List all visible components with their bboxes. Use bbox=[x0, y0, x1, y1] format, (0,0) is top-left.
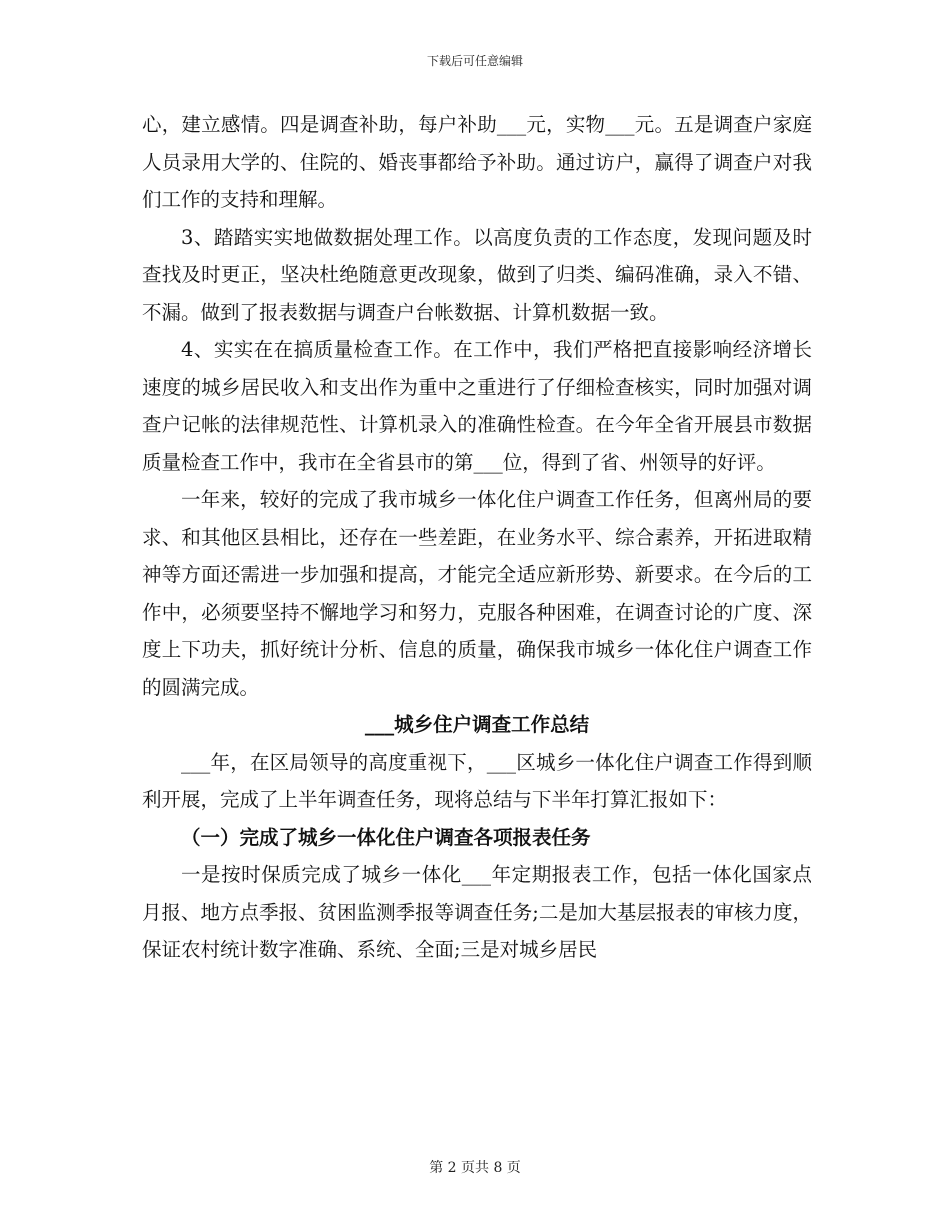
paragraph-intro: ___年，在区局领导的高度重视下，___区城乡一体化住户调查工作得到顺利开展，完成了上半年调查任务，现将总结与下半年打算汇报如下： bbox=[142, 750, 812, 811]
paragraph-report-tasks: 一是按时保质完成了城乡一体化___年定期报表工作，包括一体化国家点月报、地方点季报、贫困监测季报等调查任务;二是加大基层报表的审核力度，保证农村统计数字准确、系统、全面;三是对城乡居民 bbox=[142, 863, 812, 961]
paragraph-continuation: 心，建立感情。四是调查补助，每户补助___元，实物___元。五是调查户家庭人员录用大学的、住院的、婚丧事都给予补助。通过访户，赢得了调查户对我们工作的支持和理解。 bbox=[142, 113, 812, 211]
page-number: 第 2 页共 8 页 bbox=[429, 1160, 521, 1176]
section-title: ___城乡住户调查工作总结 bbox=[364, 713, 590, 736]
document-body bbox=[142, 106, 812, 969]
paragraph-year-summary: 一年来，较好的完成了我市城乡一体化住户调查工作任务，但离州局的要求、和其他区县相比，还存在一些差距，在业务水平、综合素养，开拓进取精神等方面还需进一步加强和提高，才能完全适应新形势、新要求。在今后的工作中，必须要坚持不懈地学习和努力，克服各种困难，在调查讨论的广度、深度上下功夫，抓好统计分析、信息的质量，确保我市城乡一体化住户调查工作的圆满完成。 bbox=[142, 488, 812, 699]
subheading: （一）完成了城乡一体化住户调查各项报表任务 bbox=[181, 825, 591, 849]
paragraph-quality-check: 4、实实在在搞质量检查工作。在工作中，我们严格把直接影响经济增长速度的城乡居民收入和支出作为重中之重进行了仔细检查核实，同时加强对调查户记帐的法律规范性、计算机录入的准确性检查。在今年全省开展县市数据质量检查工作中，我市在全省县市的第___位，得到了省、州领导的好评。 bbox=[142, 338, 812, 474]
page-header: 下载后可任意编辑 bbox=[426, 54, 523, 68]
paragraph-data-processing: 3、踏踏实实地做数据处理工作。以高度负责的工作态度，发现问题及时查找及时更正，坚决杜绝随意更改现象，做到了归类、编码准确，录入不错、不漏。做到了报表数据与调查户台帐数据、计算机数据一致。 bbox=[142, 225, 812, 324]
